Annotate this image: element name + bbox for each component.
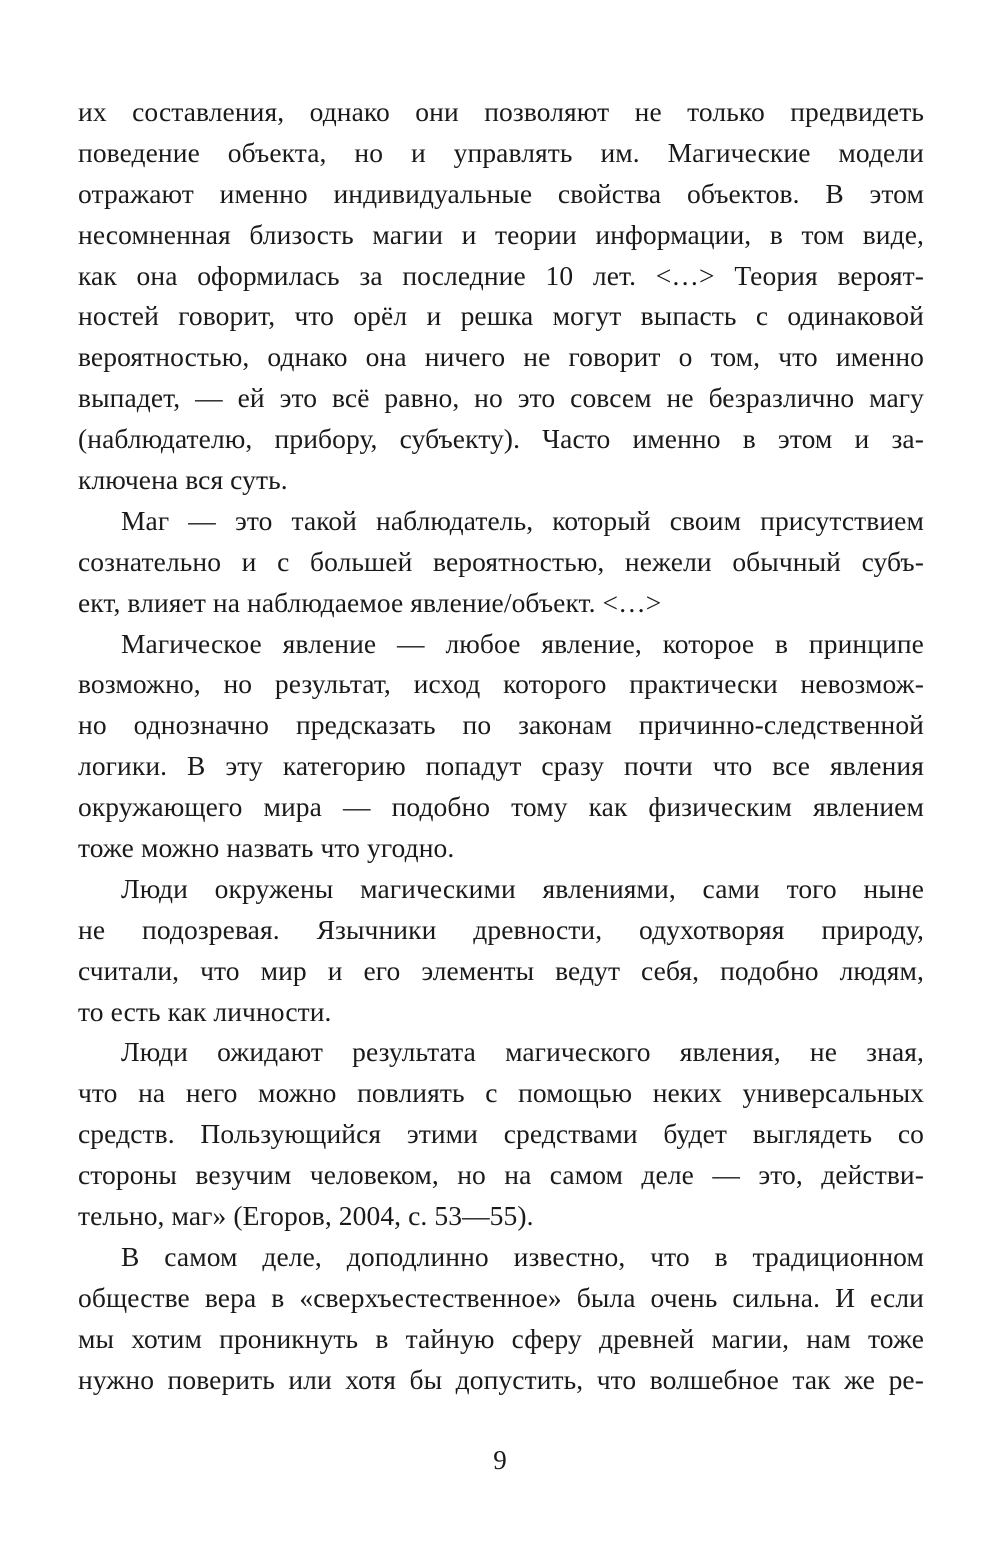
- text-line: сознательно и с большей вероятностью, нежели обычный субъ-: [78, 545, 924, 577]
- text-line: вероятностью, однако она ничего не говорит о том, что именно: [78, 341, 924, 373]
- text-line: ключена вся суть.: [78, 464, 288, 496]
- text-line: несомненная близость магии и теории информации, в том виде,: [78, 218, 924, 250]
- text-line: выпадет, — ей это всё равно, но это совсем не безразлично магу: [78, 382, 924, 414]
- text-line: тоже можно назвать что угодно.: [78, 832, 455, 864]
- text-line: окружающего мира — подобно тому как физическим явлением: [78, 791, 924, 823]
- text-line: Люди ожидают результата магического явления, не зная,: [121, 1036, 924, 1068]
- text-line: но однозначно предсказать по законам причинно-следственной: [78, 709, 924, 741]
- text-line: Люди окружены магическими явлениями, сами того ныне: [121, 872, 924, 904]
- text-line: отражают именно индивидуальные свойства объектов. В этом: [78, 177, 924, 209]
- text-line: обществе вера в «сверхъестественное» была очень сильна. И если: [78, 1281, 924, 1313]
- paragraph: [78, 1032, 924, 1236]
- paragraph: [78, 1237, 924, 1401]
- page-number: 9: [493, 1445, 507, 1475]
- text-line: не подозревая. Язычники древности, одухотворяя природу,: [78, 913, 924, 945]
- text-line: что на него можно повлиять с помощью неких универсальных: [78, 1077, 924, 1109]
- page-body-text: [78, 92, 924, 1401]
- text-line: поведение объекта, но и управлять им. Магические модели: [78, 136, 924, 168]
- paragraph: [78, 92, 924, 501]
- text-line: Магическое явление — любое явление, которое в принципе: [121, 627, 924, 659]
- text-line: ект, влияет на наблюдаемое явление/объект. <…>: [78, 586, 662, 618]
- text-line: стороны везучим человеком, но на самом деле — это, действи-: [78, 1159, 924, 1191]
- text-line: то есть как личности.: [78, 995, 332, 1027]
- text-line: нужно поверить или хотя бы допустить, что волшебное так же ре-: [78, 1363, 924, 1395]
- text-line: В самом деле, доподлинно известно, что в традиционном: [121, 1240, 924, 1272]
- text-line: считали, что мир и его элементы ведут себя, подобно людям,: [78, 954, 924, 986]
- text-line: тельно, маг» (Егоров, 2004, с. 53—55).: [78, 1200, 534, 1232]
- text-line: мы хотим проникнуть в тайную сферу древней магии, нам тоже: [78, 1322, 924, 1354]
- text-line: средств. Пользующийся этими средствами будет выглядеть со: [78, 1118, 924, 1150]
- text-line: логики. В эту категорию попадут сразу почти что все явления: [78, 750, 924, 782]
- paragraph: [78, 624, 924, 869]
- text-line: возможно, но результат, исход которого практически невозмож-: [78, 668, 924, 700]
- text-line: (наблюдателю, прибору, субъекту). Часто именно в этом и за-: [78, 423, 924, 455]
- paragraph: [78, 869, 924, 1033]
- paragraph: [78, 501, 924, 624]
- text-line: ностей говорит, что орёл и решка могут выпасть с одинаковой: [78, 300, 924, 332]
- text-line: как она оформилась за последние 10 лет. <…> Теория вероят-: [78, 259, 924, 291]
- text-line: их составления, однако они позволяют не только предвидеть: [78, 96, 924, 127]
- text-line: Маг — это такой наблюдатель, который своим присутствием: [121, 504, 924, 536]
